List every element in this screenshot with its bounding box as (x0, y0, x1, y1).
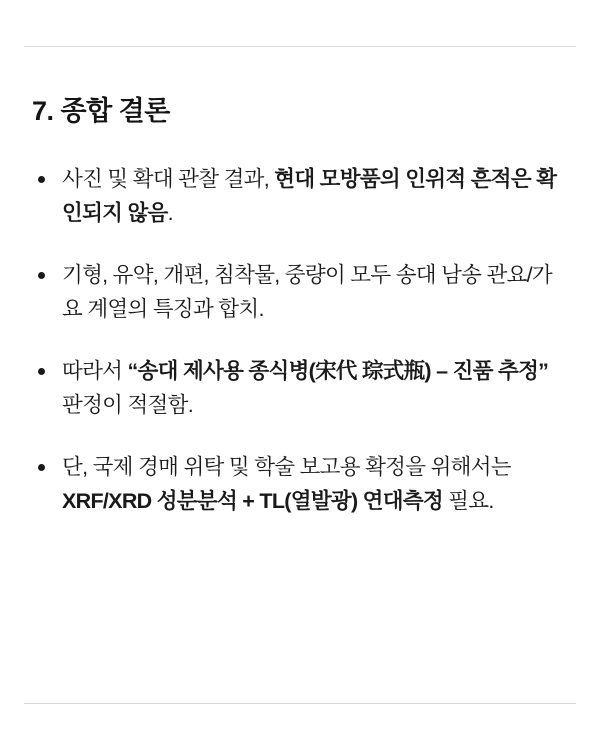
bullet-dot-icon (38, 176, 45, 183)
bottom-divider (24, 703, 576, 704)
list-item (32, 451, 568, 519)
list-item-text: 기형, 유약, 개편, 침착물, 중량이 모두 송대 남송 관요/가요 계열의 특징과 합치. (62, 263, 553, 322)
bullet-dot-icon (38, 272, 45, 279)
bullet-dot-icon (38, 368, 45, 375)
conclusion-bullet-list (32, 163, 568, 519)
list-item-text: 사진 및 확대 관찰 결과, 현대 모방품의 인위적 흔적은 확인되지 않음. (62, 167, 557, 226)
list-item-text: 따라서 “송대 제사용 종식병(宋代 琮式瓶) – 진품 추정” 판정이 적절함. (62, 359, 549, 418)
list-item (32, 259, 568, 327)
section-heading: 7. 종합 결론 (32, 96, 170, 126)
list-item (32, 355, 568, 423)
document-content (0, 47, 600, 703)
list-item (32, 163, 568, 231)
list-item-text: 단, 국제 경매 위탁 및 학술 보고용 확정을 위해서는 XRF/XRD 성분분석 + TL(열발광) 연대측정 필요. (62, 455, 511, 514)
bullet-dot-icon (38, 464, 45, 471)
